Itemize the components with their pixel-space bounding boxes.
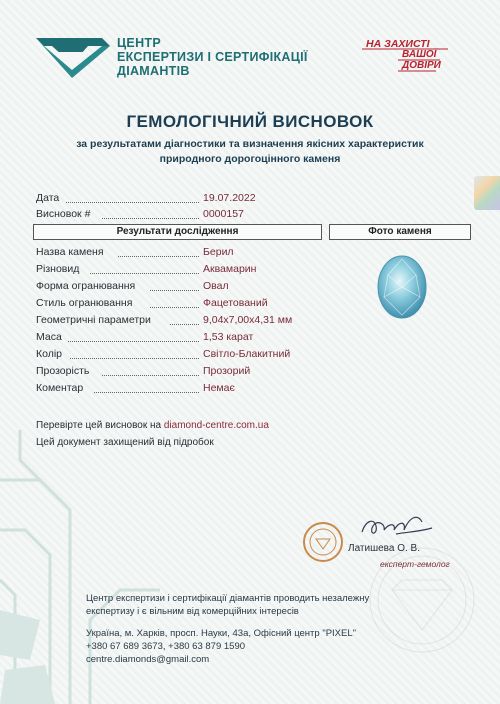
footer-phones: +380 67 689 3673, +380 63 879 1590 — [86, 641, 246, 652]
meta-value: 0000157 — [203, 208, 244, 220]
result-value: 9,04x7,00x4,31 мм — [203, 314, 293, 326]
result-label: Різновид — [36, 263, 80, 275]
meta-value: 19.07.2022 — [203, 192, 256, 204]
result-label: Коментар — [36, 382, 84, 394]
trust-slogan-line1: НА ЗАХИСТІ — [366, 38, 430, 50]
result-label: Стиль огранювання — [36, 297, 133, 309]
verify-link[interactable]: diamond-centre.com.ua — [163, 420, 269, 431]
result-label: Назва каменя — [36, 246, 104, 258]
signature-icon — [356, 510, 436, 542]
result-value: Немає — [203, 382, 235, 394]
footer-statement-line2: експертизу і є вільним від комерційних інтересів — [86, 606, 299, 617]
dot-leader — [170, 323, 199, 325]
result-label: Прозорість — [36, 365, 90, 377]
result-value: Світло-Блакитний — [203, 348, 291, 360]
footer-address: Україна, м. Харків, просп. Науки, 43а, Офісний центр "PIXEL" — [86, 628, 357, 639]
org-name-line1: ЦЕНТР — [117, 36, 161, 50]
result-label: Геометричні параметри — [36, 314, 151, 326]
dot-leader — [150, 306, 199, 308]
organization-name — [117, 36, 308, 78]
meta-label: Висновок # — [36, 208, 91, 220]
result-value: Фацетований — [203, 297, 268, 309]
trust-slogan-line2: ВАШОЇ — [402, 49, 437, 60]
document-title: ГЕМОЛОГІЧНИЙ ВИСНОВОК — [126, 112, 374, 131]
result-label: Форма огранювання — [36, 280, 136, 292]
result-label: Маса — [36, 331, 62, 343]
signer-name: Латишева О. В. — [348, 543, 420, 554]
result-value: Берил — [203, 246, 234, 258]
verify-note — [36, 420, 269, 431]
document-subtitle-line1: за результатами діагностики та визначення якісних характеристик — [76, 138, 424, 150]
dot-leader — [90, 272, 199, 274]
photo-section-header: Фото каменя — [329, 224, 471, 240]
result-value: Аквамарин — [203, 263, 257, 275]
org-name-line2: ЕКСПЕРТИЗИ І СЕРТИФІКАЦІЇ — [117, 50, 308, 64]
meta-label: Дата — [36, 192, 60, 204]
dot-leader — [102, 217, 199, 219]
dot-leader — [94, 391, 199, 393]
dot-leader — [118, 255, 199, 257]
result-value: Прозорий — [203, 365, 251, 377]
footer-statement-line1: Центр експертизи і сертифікації діамантів проводить незалежну — [86, 593, 370, 604]
trust-slogan-line3: ДОВІРИ — [402, 60, 441, 71]
signer-role: експерт-гемолог — [380, 559, 450, 569]
dot-leader — [102, 374, 199, 376]
org-name-line3: ДІАМАНТІВ — [117, 64, 190, 78]
dot-leader — [68, 340, 199, 342]
seal-icon — [302, 521, 344, 563]
result-value: 1,53 карат — [203, 331, 254, 343]
diamond-logo-icon — [32, 34, 112, 80]
gem-photo-icon — [376, 253, 428, 321]
verify-text: Перевірте цей висновок на — [36, 420, 162, 431]
protected-note: Цей документ захищений від підробок — [36, 437, 214, 448]
result-value: Овал — [203, 280, 229, 292]
results-section-header: Результати дослідження — [33, 224, 322, 240]
footer-email[interactable]: centre.diamonds@gmail.com — [86, 654, 210, 665]
dot-leader — [70, 357, 199, 359]
dot-leader — [150, 289, 199, 291]
document-subtitle-line2: природного дорогоцінного каменя — [159, 153, 341, 165]
hologram-icon — [474, 176, 500, 210]
dot-leader — [66, 201, 199, 203]
result-label: Колір — [36, 348, 63, 360]
